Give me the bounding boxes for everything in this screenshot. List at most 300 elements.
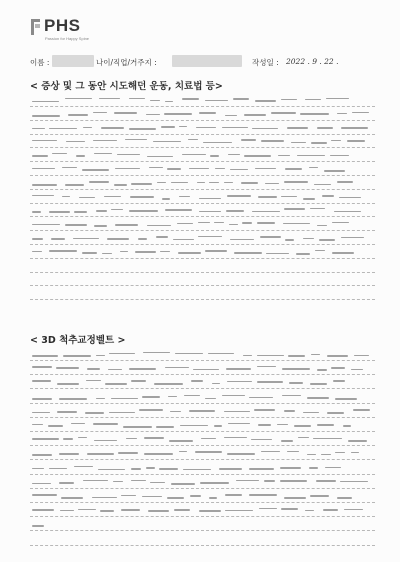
handwriting-word — [323, 509, 338, 511]
ruled-line — [30, 445, 375, 446]
handwriting-word — [198, 236, 222, 237]
handwriting-word — [182, 154, 206, 155]
age-job-residence-redaction — [172, 55, 242, 67]
handwriting-word — [144, 453, 173, 455]
handwriting-word — [56, 367, 79, 369]
handwriting-word — [142, 396, 160, 398]
handwriting-word — [259, 508, 277, 509]
handwriting-word — [264, 480, 275, 482]
section-title-symptoms: < 증상 및 그 동안 시도해던 운동, 치료법 등> — [30, 81, 223, 92]
ruled-line — [30, 374, 375, 375]
handwriting-word — [82, 169, 109, 171]
handwriting-word — [280, 467, 301, 469]
handwriting-word — [121, 495, 136, 496]
handwriting-word — [214, 222, 224, 223]
handwriting-word — [49, 211, 70, 213]
handwriting-word — [164, 113, 192, 115]
handwriting-word — [261, 140, 284, 142]
handwriting-word — [32, 211, 41, 213]
handwriting-word — [86, 380, 101, 381]
handwritten-line — [30, 376, 375, 388]
logo-brand-text: PHS — [44, 16, 81, 35]
handwriting-word — [265, 183, 279, 184]
handwriting-word — [175, 353, 203, 354]
handwriting-word — [178, 252, 201, 254]
ruled-line — [30, 474, 375, 475]
handwriting-word — [317, 369, 327, 371]
handwriting-word — [324, 170, 345, 172]
handwriting-word — [32, 168, 55, 169]
handwriting-word — [32, 224, 60, 225]
handwriting-word — [228, 423, 250, 424]
handwriting-word — [333, 380, 345, 382]
handwriting-word — [99, 98, 120, 99]
handwriting-word — [285, 239, 294, 241]
handwriting-word — [258, 196, 277, 198]
handwritten-line — [30, 94, 375, 106]
handwriting-word — [288, 355, 305, 357]
handwriting-word — [321, 454, 331, 455]
ruled-line — [30, 258, 375, 259]
handwriting-word — [197, 182, 205, 183]
handwriting-word — [310, 495, 329, 497]
handwriting-word — [125, 139, 147, 140]
handwriting-word — [63, 438, 73, 440]
phs-logo-icon — [28, 18, 42, 36]
ruled-line — [30, 360, 375, 361]
handwriting-word — [351, 369, 363, 370]
handwriting-word — [309, 167, 318, 168]
handwriting-word — [261, 451, 280, 452]
handwriting-word — [199, 112, 216, 114]
handwriting-word — [129, 368, 156, 370]
handwriting-word — [332, 222, 349, 223]
handwriting-word — [182, 98, 199, 100]
handwriting-word — [49, 468, 67, 469]
handwriting-word — [337, 497, 352, 499]
handwriting-word — [234, 252, 262, 254]
ruled-line — [30, 502, 375, 503]
handwriting-word — [198, 222, 210, 223]
handwritten-line — [30, 135, 375, 147]
handwriting-word — [94, 225, 107, 227]
handwriting-word — [108, 369, 122, 370]
handwriting-word — [199, 211, 221, 212]
handwriting-word — [251, 439, 272, 440]
handwriting-word — [209, 497, 217, 499]
handwriting-word — [201, 438, 216, 439]
handwriting-word — [212, 383, 220, 384]
handwriting-word — [96, 210, 107, 212]
handwriting-word — [210, 155, 219, 157]
handwriting-word — [305, 510, 314, 511]
handwriting-word — [102, 253, 112, 254]
handwriting-word — [315, 250, 325, 251]
handwriting-word — [149, 167, 163, 168]
handwriting-word — [297, 155, 325, 156]
handwriting-word — [66, 141, 85, 142]
handwriting-word — [160, 251, 170, 252]
handwriting-word — [121, 509, 140, 511]
handwriting-word — [109, 353, 135, 354]
handwriting-word — [167, 497, 184, 499]
handwritten-line — [30, 447, 375, 459]
handwriting-word — [32, 438, 59, 440]
handwriting-word — [32, 398, 52, 400]
handwriting-word — [32, 184, 57, 186]
ruled-line — [30, 299, 375, 300]
handwriting-word — [229, 224, 238, 225]
handwriting-word — [114, 112, 137, 114]
handwriting-word — [282, 368, 310, 370]
handwriting-word — [113, 481, 123, 482]
handwriting-word — [257, 222, 275, 224]
handwritten-line — [30, 433, 375, 445]
handwriting-word — [101, 127, 124, 129]
handwriting-word — [311, 142, 327, 144]
handwriting-word — [189, 410, 215, 412]
handwriting-word — [296, 253, 310, 255]
handwriting-word — [71, 423, 85, 424]
handwriting-word — [167, 168, 181, 170]
handwriting-word — [303, 238, 314, 239]
handwriting-word — [300, 113, 329, 115]
handwriting-word — [131, 183, 152, 185]
handwriting-word — [332, 252, 354, 254]
handwriting-word — [147, 225, 171, 226]
symptoms-handwritten-lines — [30, 94, 375, 304]
handwriting-word — [65, 98, 92, 99]
handwriting-word — [278, 155, 290, 156]
handwriting-word — [205, 398, 216, 399]
handwriting-word — [62, 167, 77, 168]
handwriting-word — [131, 380, 146, 382]
handwriting-word — [249, 397, 273, 398]
ruled-line — [30, 431, 375, 432]
handwriting-word — [68, 114, 88, 116]
handwriting-word — [96, 355, 105, 356]
handwriting-word — [337, 181, 353, 183]
handwriting-word — [131, 468, 141, 470]
handwriting-word — [310, 383, 327, 385]
handwriting-word — [215, 168, 225, 169]
handwriting-word — [339, 197, 361, 198]
handwriting-word — [314, 184, 331, 185]
handwriting-word — [60, 510, 74, 511]
handwriting-word — [150, 100, 160, 101]
handwriting-word — [317, 225, 327, 226]
handwriting-word — [179, 126, 187, 127]
handwriting-word — [59, 482, 74, 484]
handwriting-word — [352, 112, 369, 113]
handwriting-word — [326, 98, 349, 99]
handwriting-word — [153, 141, 181, 142]
handwriting-word — [161, 126, 175, 128]
handwriting-word — [130, 196, 154, 198]
handwriting-word — [284, 497, 306, 499]
handwriting-word — [98, 469, 125, 470]
handwriting-word — [183, 469, 211, 470]
ruled-line — [30, 417, 375, 418]
handwriting-word — [177, 223, 193, 224]
handwritten-line — [30, 348, 375, 360]
handwriting-word — [249, 494, 277, 496]
handwriting-word — [147, 156, 173, 157]
handwriting-word — [281, 196, 297, 197]
handwriting-word — [291, 142, 306, 143]
handwriting-word — [184, 395, 200, 396]
handwriting-word — [225, 494, 242, 496]
handwriting-word — [118, 452, 138, 454]
logo-tagline: Passion for Happy Spine — [45, 36, 90, 41]
handwriting-word — [87, 368, 100, 370]
handwriting-word — [79, 197, 95, 198]
handwriting-word — [307, 454, 316, 455]
handwriting-word — [144, 437, 164, 439]
handwriting-word — [241, 139, 256, 141]
handwriting-word — [32, 355, 58, 357]
name-redaction — [52, 55, 94, 67]
handwriting-word — [180, 425, 208, 426]
handwriting-word — [330, 155, 349, 156]
handwriting-word — [277, 424, 288, 425]
handwriting-word — [117, 154, 140, 155]
ruled-line — [30, 516, 375, 517]
handwriting-word — [146, 467, 155, 469]
handwriting-word — [341, 127, 368, 129]
handwriting-word — [226, 210, 244, 212]
handwriting-word — [143, 352, 170, 353]
ruled-line — [30, 459, 375, 460]
handwriting-word — [94, 440, 117, 441]
handwriting-word — [271, 112, 296, 114]
handwriting-word — [126, 438, 137, 439]
handwriting-word — [115, 224, 138, 226]
handwritten-line — [30, 362, 375, 374]
handwriting-word — [32, 483, 51, 484]
handwriting-word — [109, 412, 135, 413]
handwriting-word — [303, 412, 319, 413]
handwriting-word — [353, 409, 370, 411]
handwriting-word — [244, 155, 271, 157]
handwriting-word — [319, 239, 335, 241]
handwriting-word — [120, 251, 128, 252]
handwriting-word — [57, 383, 79, 385]
handwritten-line — [30, 419, 375, 431]
handwriting-word — [129, 210, 158, 212]
ruled-line — [30, 488, 375, 489]
handwritten-line — [30, 163, 375, 175]
handwriting-word — [170, 411, 181, 412]
handwriting-word — [227, 195, 251, 197]
handwriting-word — [93, 140, 117, 141]
handwritten-line — [30, 246, 375, 258]
handwriting-word — [139, 409, 163, 411]
handwriting-word — [32, 380, 51, 382]
handwriting-word — [225, 510, 253, 511]
handwriting-word — [61, 497, 83, 499]
belt-handwritten-lines — [30, 348, 375, 548]
handwriting-word — [32, 366, 52, 368]
handwriting-word — [32, 101, 59, 102]
handwriting-word — [225, 115, 237, 116]
handwriting-word — [214, 425, 222, 427]
handwriting-word — [307, 397, 329, 399]
handwriting-word — [93, 112, 107, 113]
handwriting-word — [280, 480, 307, 482]
handwriting-word — [87, 453, 114, 455]
handwriting-word — [230, 169, 248, 170]
handwriting-word — [347, 140, 365, 142]
handwriting-word — [52, 153, 67, 154]
handwriting-word — [92, 497, 117, 498]
handwriting-word — [255, 100, 276, 102]
handwriting-word — [138, 238, 147, 240]
handwriting-word — [174, 509, 190, 511]
handwriting-word — [162, 198, 170, 200]
handwriting-word — [298, 437, 309, 438]
handwriting-word — [316, 480, 336, 482]
handwriting-word — [310, 208, 325, 209]
handwriting-word — [322, 195, 334, 197]
handwriting-word — [32, 494, 57, 496]
handwriting-word — [78, 509, 96, 510]
handwriting-word — [341, 237, 364, 238]
handwriting-word — [224, 182, 233, 183]
handwriting-word — [203, 142, 232, 143]
handwriting-word — [65, 184, 84, 186]
handwriting-word — [354, 355, 369, 356]
handwriting-word — [65, 224, 87, 226]
handwriting-word — [32, 412, 50, 413]
handwriting-word — [343, 425, 351, 427]
handwriting-word — [311, 354, 320, 355]
handwriting-word — [287, 451, 299, 452]
handwriting-word — [165, 367, 189, 368]
handwriting-word — [123, 426, 152, 428]
handwriting-word — [284, 410, 295, 412]
handwritten-line — [30, 232, 375, 244]
handwriting-word — [165, 101, 173, 102]
handwriting-word — [73, 238, 99, 239]
handwriting-word — [340, 481, 368, 482]
handwriting-word — [32, 238, 43, 240]
handwriting-word — [335, 452, 345, 453]
phs-logo — [28, 16, 98, 46]
handwritten-line — [30, 518, 375, 530]
ruled-line — [30, 285, 375, 286]
date-value: 2022 . 9 . 22 . — [286, 57, 339, 66]
handwriting-word — [191, 380, 203, 382]
ruled-line — [30, 403, 375, 404]
ruled-line — [30, 272, 375, 273]
handwriting-word — [100, 510, 114, 512]
handwriting-word — [171, 182, 188, 183]
handwritten-line — [30, 218, 375, 230]
handwriting-word — [196, 127, 216, 128]
handwriting-word — [142, 496, 162, 497]
ruled-line — [30, 545, 375, 546]
handwriting-word — [193, 369, 219, 370]
handwriting-word — [62, 196, 70, 197]
handwriting-word — [59, 453, 79, 455]
handwriting-word — [85, 412, 104, 414]
handwriting-word — [156, 426, 174, 428]
handwriting-word — [224, 411, 250, 412]
handwriting-word — [331, 367, 345, 369]
handwriting-word — [205, 250, 227, 252]
handwriting-word — [344, 509, 363, 510]
handwriting-word — [236, 480, 259, 481]
handwriting-word — [284, 208, 305, 210]
date-label: 작성일 : — [252, 58, 279, 67]
handwriting-word — [104, 196, 121, 197]
handwriting-word — [257, 355, 284, 356]
handwriting-word — [243, 355, 252, 356]
handwriting-word — [165, 209, 192, 211]
handwriting-word — [154, 383, 183, 385]
handwriting-word — [89, 181, 109, 183]
handwriting-word — [32, 115, 60, 117]
handwriting-word — [317, 424, 334, 426]
handwriting-word — [63, 355, 91, 357]
handwritten-line — [30, 462, 375, 474]
handwriting-word — [257, 366, 276, 367]
handwritten-line — [30, 504, 375, 516]
handwriting-word — [331, 140, 341, 141]
handwriting-word — [32, 195, 54, 196]
handwriting-word — [335, 398, 357, 400]
handwriting-word — [249, 468, 274, 470]
handwriting-word — [59, 398, 87, 400]
handwriting-word — [131, 480, 146, 481]
handwriting-word — [32, 128, 45, 129]
handwriting-word — [227, 381, 252, 382]
handwriting-word — [219, 468, 242, 470]
ruled-line — [30, 530, 375, 531]
handwriting-word — [146, 114, 160, 115]
handwriting-word — [254, 409, 275, 411]
handwriting-word — [114, 184, 127, 186]
handwriting-word — [49, 128, 77, 129]
handwriting-word — [135, 251, 156, 253]
handwriting-word — [313, 438, 342, 439]
handwriting-word — [255, 168, 276, 169]
handwriting-word — [222, 127, 248, 128]
handwriting-word — [105, 383, 127, 385]
handwriting-word — [32, 424, 43, 425]
handwriting-word — [195, 451, 222, 453]
handwriting-word — [287, 127, 308, 129]
handwriting-word — [96, 398, 105, 399]
handwriting-word — [169, 440, 193, 442]
handwriting-word — [129, 128, 156, 130]
handwritten-line — [30, 149, 375, 161]
handwriting-word — [233, 98, 249, 100]
handwriting-word — [222, 395, 245, 396]
handwriting-word — [281, 99, 297, 100]
handwriting-word — [159, 468, 178, 470]
handwritten-line — [30, 108, 375, 120]
handwriting-word — [257, 381, 283, 383]
handwriting-word — [224, 437, 247, 438]
handwritten-line — [30, 204, 375, 216]
handwriting-word — [150, 482, 165, 483]
handwriting-word — [32, 140, 57, 141]
handwriting-word — [51, 238, 65, 240]
handwriting-word — [282, 395, 301, 396]
name-label: 이름 : — [30, 58, 50, 67]
